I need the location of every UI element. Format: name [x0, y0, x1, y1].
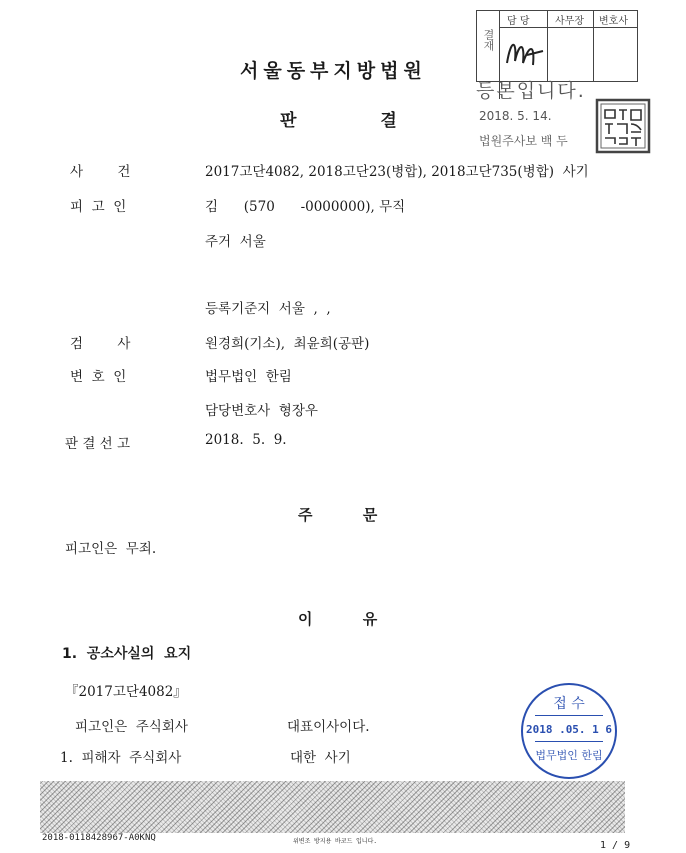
field-value-counsel: 법무법인 한림: [205, 369, 292, 385]
field-label-case: 사 건: [70, 164, 131, 180]
order-heading: 주 문: [298, 506, 378, 524]
footer-doc-id: 2018-0118428967-A0KNQ: [42, 833, 156, 843]
reasons-subheading: 1. 공소사실의 요지: [62, 646, 192, 662]
field-value-sentence-date: 2018. 5. 9.: [205, 432, 287, 448]
receipt-seal-divider-bottom: [535, 741, 603, 742]
signature-icon: [503, 33, 547, 73]
field-label-counsel: 변 호 인: [70, 369, 127, 385]
field-label-prosecutor: 검 사: [70, 336, 131, 352]
field-value-registration: 등록기준지 서울 , ,: [205, 301, 331, 317]
anti-forgery-barcode: [40, 781, 625, 833]
certified-copy-stamp: 등본입니다.: [476, 80, 586, 102]
approval-side-text: 결재: [482, 29, 495, 51]
approval-box: [476, 10, 638, 82]
field-value-defendant: 김 (570 -0000000), 무직: [205, 199, 406, 215]
approval-col-1: 담 당: [507, 16, 530, 27]
certified-copy-clerk: 법원주사보 백 두: [479, 134, 568, 148]
reasons-heading: 이 유: [298, 610, 378, 628]
field-value-prosecutor: 원경희(기소), 최윤희(공판): [205, 336, 370, 352]
receipt-seal-date: 2018 .05. 1 6: [525, 723, 613, 736]
receipt-seal-title: 접 수: [553, 696, 585, 712]
field-value-attorney: 담당변호사 형장우: [205, 403, 318, 419]
certified-copy-date: 2018. 5. 14.: [479, 109, 552, 123]
reasons-line2-b: 대한 사기: [290, 750, 351, 766]
receipt-seal-divider-top: [535, 715, 603, 716]
receipt-seal-firm: 법무법인 한림: [535, 749, 603, 762]
case-reference: 『2017고단4082』: [65, 684, 187, 700]
footer-center-note: 위변조 방지용 바코드 입니다.: [293, 838, 378, 845]
field-label-sentence-date: 판 결 선 고: [65, 436, 131, 452]
field-value-case: 2017고단4082, 2018고단23(병합), 2018고단735(병합) 사기: [205, 164, 589, 180]
order-text: 피고인은 무죄.: [65, 541, 157, 557]
reasons-line1-b: 대표이사이다.: [287, 719, 370, 735]
approval-col-3: 변호사: [599, 16, 628, 27]
reasons-line1-a: 피고인은 주식회사: [75, 719, 188, 735]
receipt-seal: [521, 683, 617, 779]
reasons-line2-a: 1. 피해자 주식회사: [60, 750, 182, 766]
field-value-address: 주거 서울: [205, 234, 266, 250]
court-seal-icon: [595, 98, 651, 154]
court-name: 서울동부지방법원: [240, 60, 427, 82]
approval-col-2: 사무장: [555, 16, 584, 27]
footer-page-number: 1 / 9: [600, 840, 631, 851]
field-label-defendant: 피 고 인: [70, 199, 127, 215]
document-type-title: 판 결: [280, 111, 397, 131]
